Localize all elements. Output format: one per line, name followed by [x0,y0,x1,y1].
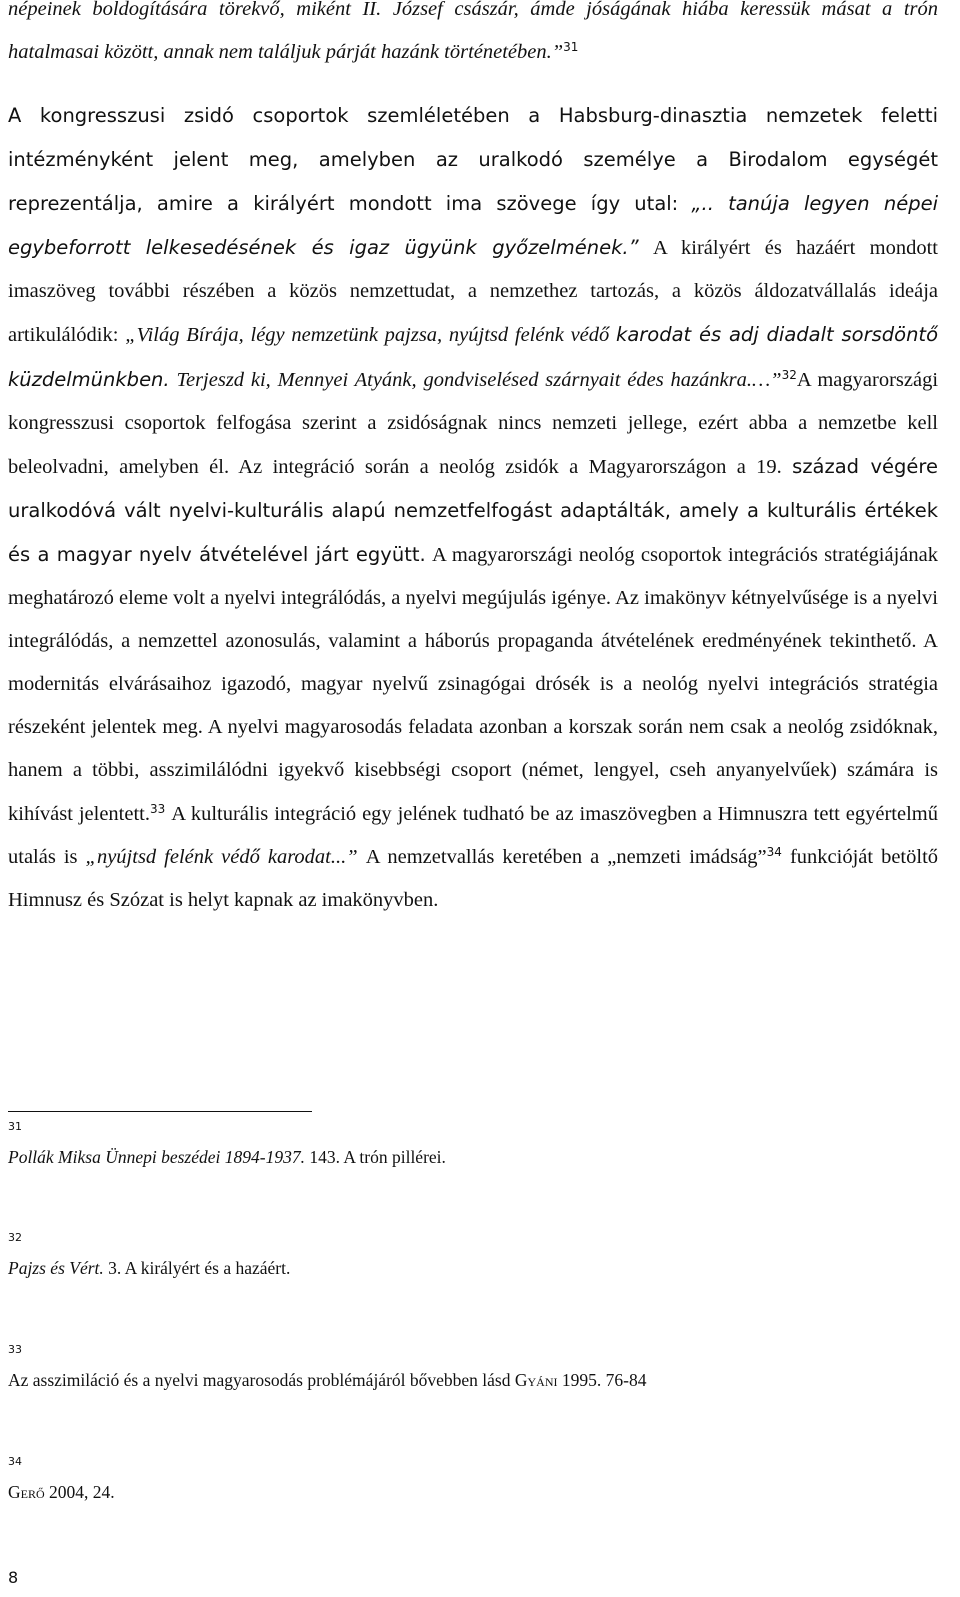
footnote-text: Az asszimiláció és a nyelvi magyarosodás problémájáról bővebben lásd [8,1370,515,1390]
text-run: A nemzetvallás keretében a „nemzeti imádság” [365,845,767,868]
quote-text: karodat és adj diadalt sorsdöntő küzdelmünkben. [8,323,939,391]
footnote-number: 33 [8,1343,22,1356]
footnote-33 [8,1369,646,1391]
footnote-number: 32 [8,1231,22,1244]
footnote-italic: Pollák Miksa Ünnepi beszédei 1894-1937. [8,1147,305,1167]
footnote-31 [8,1146,446,1168]
author-name: Gerő [8,1482,45,1502]
footnote-ref-31[interactable]: 31 [563,40,579,55]
footnote-rest: 1995. 76-84 [557,1370,647,1390]
closing-quote: ” [551,41,564,64]
footnote-italic: Pajzs és Vért. [8,1258,104,1278]
author-name: Gyáni [514,1370,558,1390]
paragraph-1 [8,0,938,74]
text-run: A kulturális integráció egy jelének tudható be az imaszövegben a Himnuszra tett egyértelmű utalás is [8,802,938,868]
footnote-ref-32[interactable]: 32 [781,367,797,382]
text-run: funkcióját betöltő Himnusz és Szózat is helyt kapnak az imakönyvben. [8,845,939,911]
footnote-rest: 2004, 24. [44,1482,115,1502]
footnote-rest: 143. A trón pillérei. [304,1147,446,1167]
page-number: 8 [8,1568,19,1587]
footnote-ref-33[interactable]: 33 [150,801,166,816]
quote-text: Terjeszd ki, Mennyei Atyánk, gondviselésed szárnyait édes hazánkra.…” [176,368,782,391]
quote-text: „nyújtsd felénk védő karodat...” [85,845,358,868]
text-run: A magyarországi kongresszusi csoportok felfogása szerint a zsidóságnak nincs nemzeti jellege, ezért abba a nemzetbe kell beleolvadni, amelyben él. Az integráció során a neológ zsidók a Magyarországon a 19. [8,368,939,478]
footnote-ref-34[interactable]: 34 [766,844,782,859]
text-run: A királyért és hazáért mondott imaszöveg további részében a közös nemzettudat, a nemzethez tartozás, a közös áldozatvállalás ideája artikulálódik: [8,237,938,347]
footnote-number: 31 [8,1120,22,1133]
footnote-34 [8,1481,115,1503]
quote-text: „Világ Bírája, légy nemzetünk pajzsa, nyújtsd felénk védő [125,324,610,347]
footnote-divider [8,1111,312,1112]
text-run: század végére uralkodóvá vált nyelvi-kulturális alapú nemzetfelfogást adaptálták, amely a kulturális értékek és a magyar nyelv átvételével járt együtt. [8,454,938,566]
quote-text: „.. tanúja legyen népei egybeforrott lelkesedésének és igaz ügyünk győzelmének.” [8,192,938,260]
footnote-rest: 3. A királyért és a hazáért. [103,1258,291,1278]
text-run: A magyarországi neológ csoportok integrációs stratégiájának meghatározó eleme volt a nyelvi integrálódás, a nyelvi megújulás igénye. Az imakönyv kétnyelvűsége is a nyelvi integrálódás, a nemzettel azonosulás, valamint a háborús propaganda átvételének eredményének tekinthető. A modernitás elvárásaihoz igazodó, magyar nyelvű zsinagógai drósék is a neológ nyelvi integrációs stratégia részeként jelentek meg. A nyelvi magyarosodás feladata azonban a korszak során nem csak a neológ zsidóknak, hanem a többi, asszimilálódni igyekvő kisebbségi csoport (német, lengyel, cseh anyanyelvűek) számára is kihívást jelentett. [8,543,938,825]
quote-text: népeinek boldogítására törekvő, miként II. József császár, ámde jóságának hiába keressük másat a trón hatalmasai között, annak nem találjuk párját hazánk történetében. [8,0,938,64]
text-run: A kongresszusi zsidó csoportok szemléletében a Habsburg-dinasztia nemzetek feletti intézményként jelent meg, amelyben az uralkodó személye a Birodalom egységét reprezentálja, amire a királyért mondott ima szövege így utal: [8,104,938,216]
paragraph-2 [8,94,938,922]
footnote-number: 34 [8,1455,22,1468]
footnote-32 [8,1257,290,1279]
